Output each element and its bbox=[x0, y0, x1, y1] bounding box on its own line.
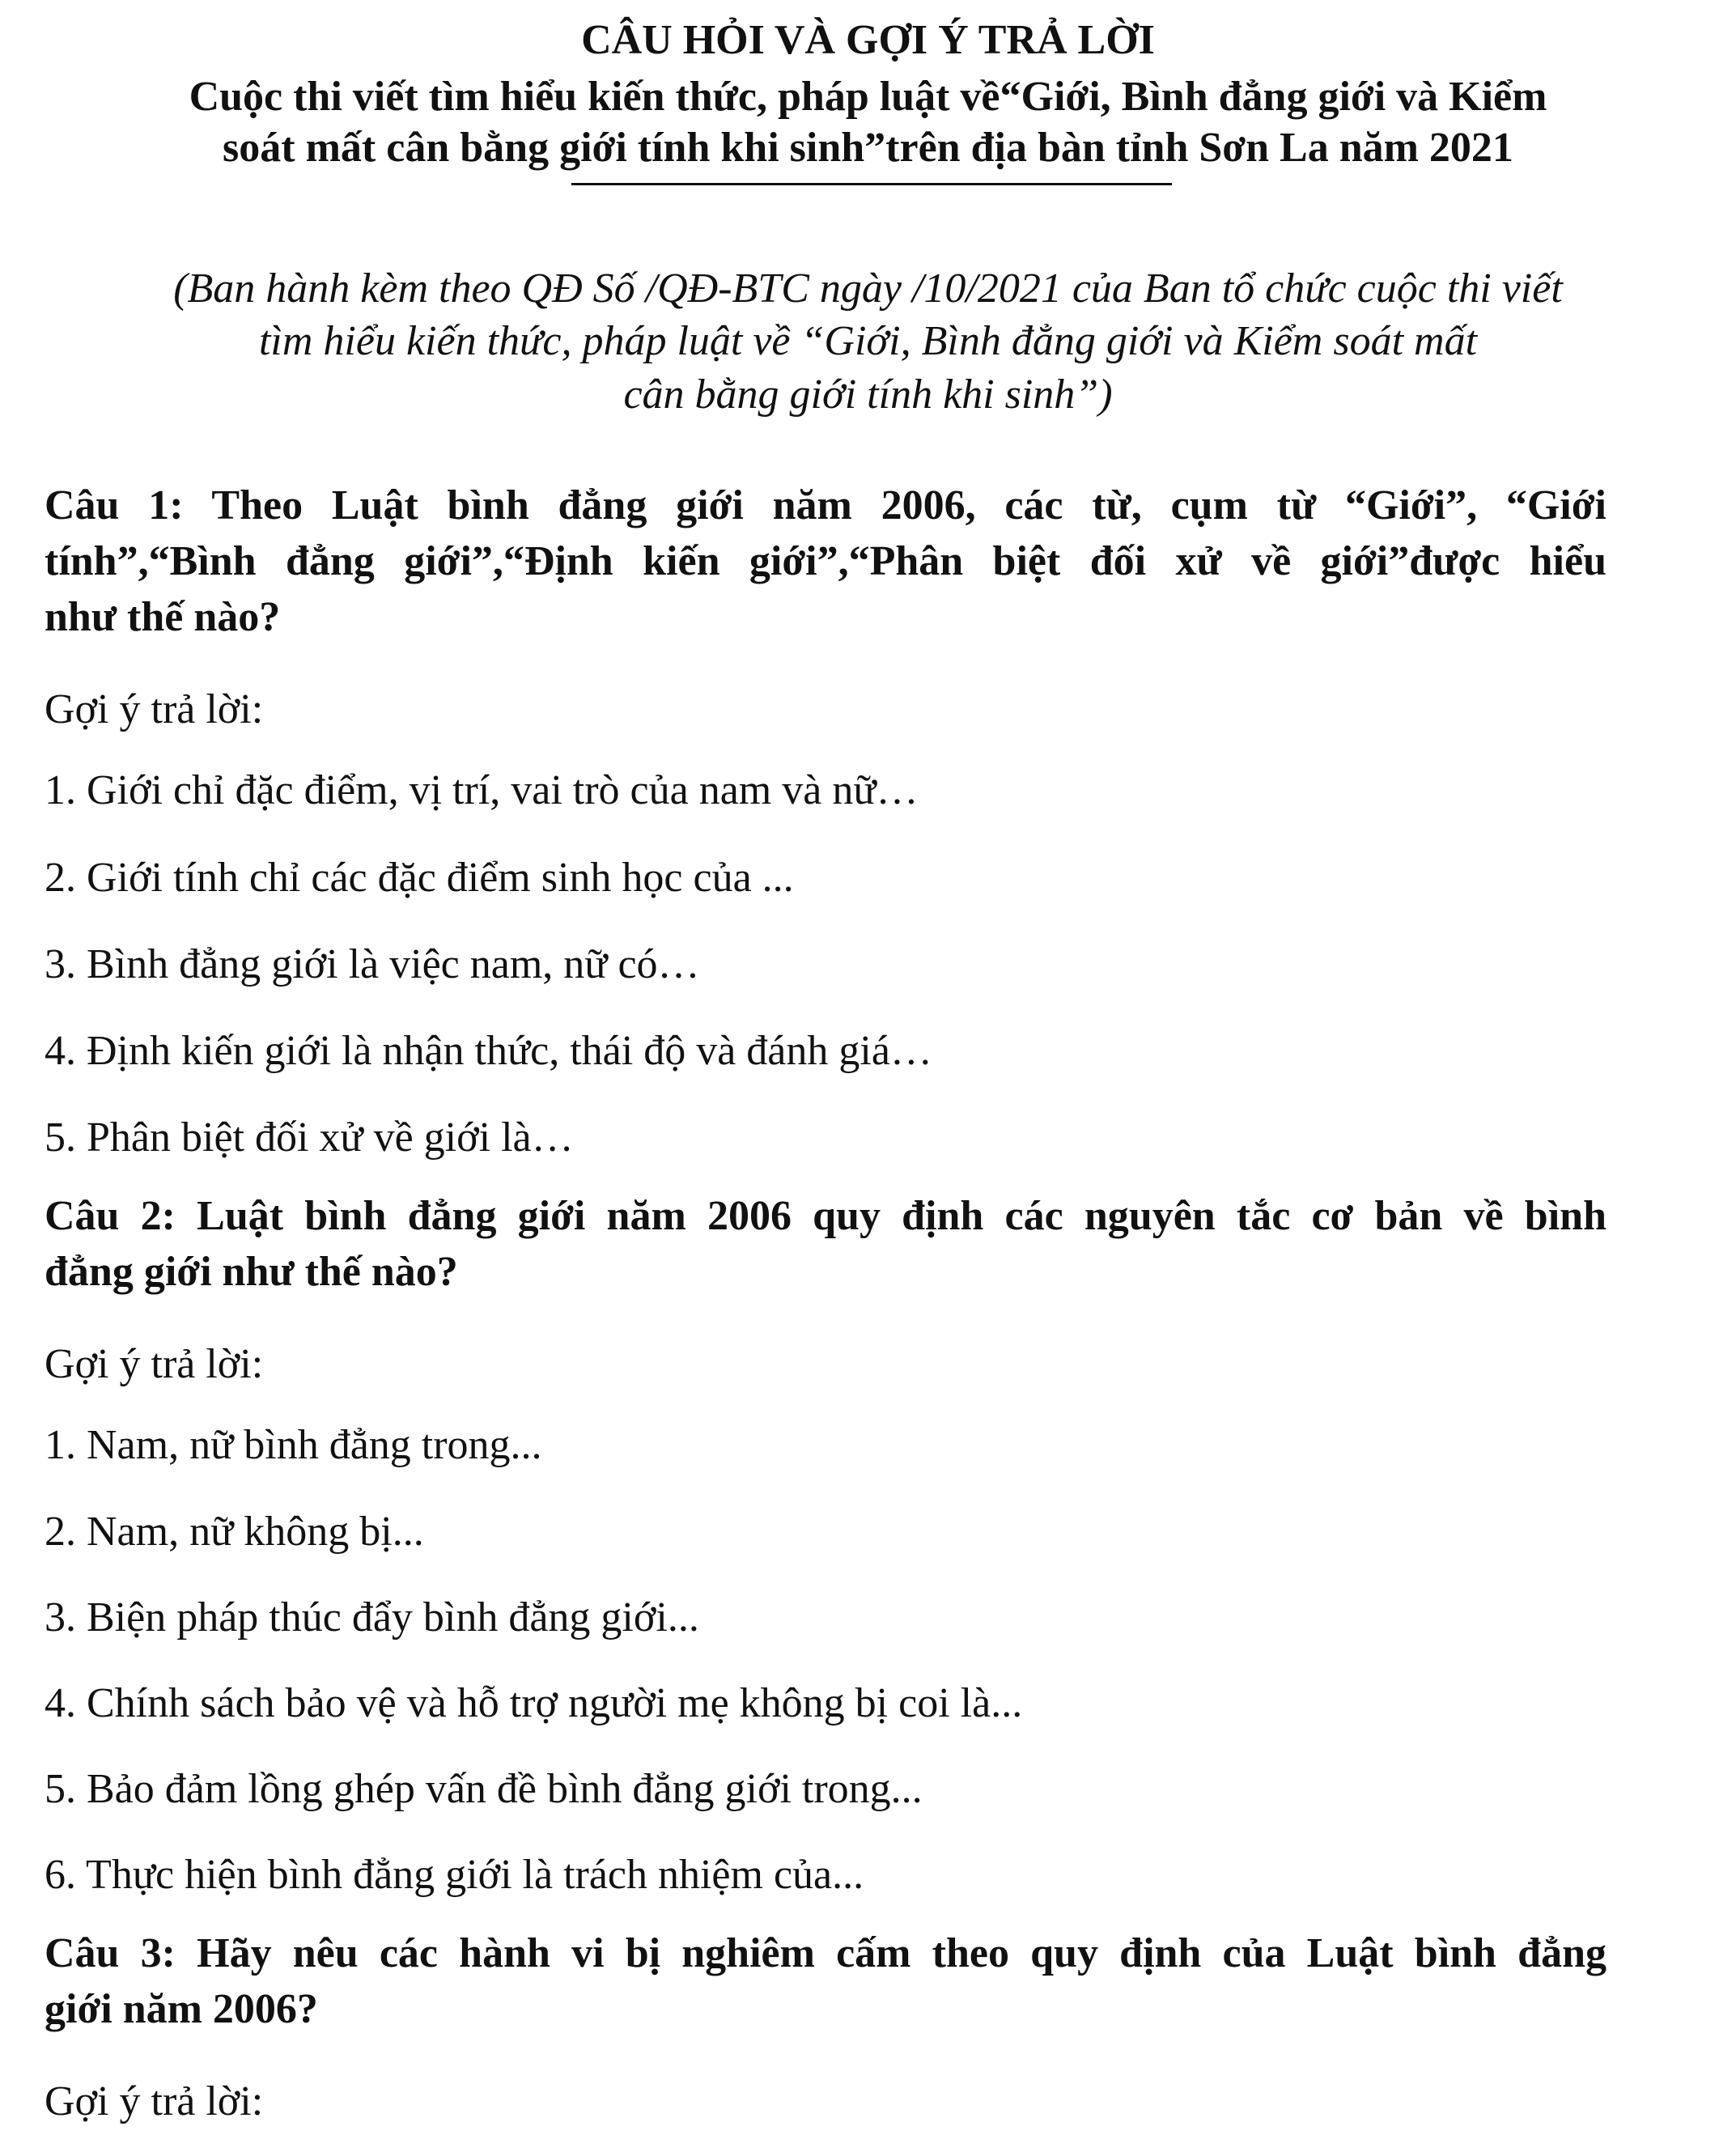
question-1-answer-1: 1. Giới chỉ đặc điểm, vị trí, vai trò của nam và nữ… bbox=[45, 767, 919, 813]
question-1-line-1: Câu 1: Theo Luật bình đẳng giới năm 2006, các từ, cụm từ “Giới”, “Giới bbox=[45, 482, 1607, 528]
question-1-answer-4: 4. Định kiến giới là nhận thức, thái độ và đánh giá… bbox=[45, 1028, 932, 1074]
title-underline bbox=[571, 183, 1172, 185]
question-1-answer-2: 2. Giới tính chỉ các đặc điểm sinh học của ... bbox=[45, 855, 794, 901]
question-1-answer-3: 3. Bình đẳng giới là việc nam, nữ có… bbox=[45, 941, 700, 987]
question-2-answer-5: 5. Bảo đảm lồng ghép vấn đề bình đẳng giới trong... bbox=[45, 1766, 923, 1812]
intro-line-2: tìm hiểu kiến thức, pháp luật về “Giới, Bình đẳng giới và Kiểm soát mất bbox=[258, 318, 1478, 364]
question-2-answer-4: 4. Chính sách bảo vệ và hỗ trợ người mẹ không bị coi là... bbox=[45, 1680, 1023, 1726]
question-1-hint: Gợi ý trả lời: bbox=[45, 686, 264, 732]
intro-line-3: cân bằng giới tính khi sinh”) bbox=[623, 371, 1113, 418]
document-title: CÂU HỎI VÀ GỢI Ý TRẢ LỜI bbox=[581, 17, 1155, 63]
question-1-line-3: như thế nào? bbox=[45, 594, 281, 640]
question-3-hint: Gợi ý trả lời: bbox=[45, 2078, 264, 2124]
question-1-answer-5: 5. Phân biệt đối xử về giới là… bbox=[45, 1114, 574, 1161]
intro-line-1: (Ban hành kèm theo QĐ Số /QĐ-BTC ngày /10/2021 của Ban tổ chức cuộc thi viết bbox=[173, 265, 1563, 312]
question-2-hint: Gợi ý trả lời: bbox=[45, 1341, 264, 1387]
question-2-answer-2: 2. Nam, nữ không bị... bbox=[45, 1509, 424, 1555]
question-2-answer-6: 6. Thực hiện bình đẳng giới là trách nhiệm của... bbox=[45, 1852, 864, 1898]
question-3-line-2: giới năm 2006? bbox=[45, 1986, 318, 2032]
contest-title-line-2: soát mất cân bằng giới tính khi sinh”trên địa bàn tỉnh Sơn La năm 2021 bbox=[223, 125, 1513, 171]
question-2-line-2: đẳng giới như thế nào? bbox=[45, 1249, 458, 1295]
question-1-line-2: tính”,“Bình đẳng giới”,“Định kiến giới”,“Phân biệt đối xử về giới”được hiểu bbox=[45, 538, 1607, 584]
question-2-answer-3: 3. Biện pháp thúc đẩy bình đẳng giới... bbox=[45, 1594, 699, 1641]
question-2-line-1: Câu 2: Luật bình đẳng giới năm 2006 quy định các nguyên tắc cơ bản về bình bbox=[45, 1193, 1607, 1239]
question-3-line-1: Câu 3: Hãy nêu các hành vi bị nghiêm cấm theo quy định của Luật bình đẳng bbox=[45, 1930, 1607, 1976]
contest-title-line-1: Cuộc thi viết tìm hiểu kiến thức, pháp luật về“Giới, Bình đẳng giới và Kiểm bbox=[189, 74, 1547, 120]
question-2-answer-1: 1. Nam, nữ bình đẳng trong... bbox=[45, 1422, 542, 1468]
